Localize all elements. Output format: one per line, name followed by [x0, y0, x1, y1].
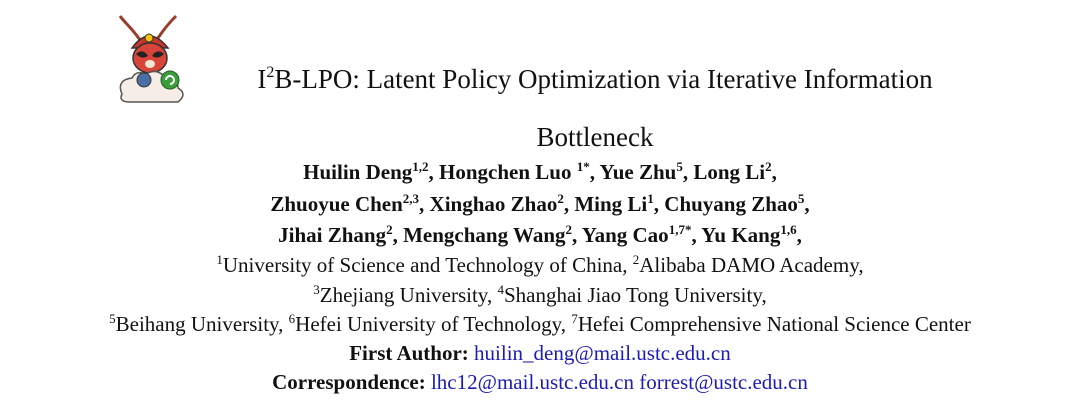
title-prefix: I — [257, 64, 267, 94]
first-author-label: First Author: — [349, 341, 469, 365]
title-line-1 — [200, 50, 990, 108]
author: Ming Li$^1$, — [574, 191, 665, 216]
correspondence-email-links[interactable]: lhc12@mail.ustc.edu.cn forrest@ustc.edu.cn — [430, 370, 808, 394]
title-superscript: 2 — [266, 64, 275, 81]
opera-mask-mascot-icon — [112, 14, 194, 106]
correspondence-line — [0, 368, 1080, 396]
affiliation: Hefei University of Technology, — [295, 312, 572, 336]
author: Yu Kang$^{1,6}$, — [701, 222, 802, 247]
author: Long Li$^2$, — [693, 159, 777, 184]
affiliation: Alibaba DAMO Academy, — [639, 253, 864, 277]
affiliation: Hefei Comprehensive National Science Center — [577, 312, 971, 336]
affiliation: Beihang University, — [115, 312, 289, 336]
first-author-email-link[interactable]: huilin_deng@mail.ustc.edu.cn — [474, 341, 731, 365]
author: Huilin Deng$^{1,2}$, — [303, 159, 440, 184]
author-line-3 — [0, 221, 1080, 249]
affiliation: Zhejiang University, — [319, 283, 498, 307]
paper-title — [200, 50, 990, 166]
affiliation: Shanghai Jiao Tong University, — [503, 283, 767, 307]
author: Xinghao Zhao$^2$, — [429, 191, 575, 216]
title-line1-rest: B-LPO: Latent Policy Optimization via Iterative Information — [274, 64, 933, 94]
affiliation-line-1: $^1$University of Science and Technology of China, $^2$Alibaba DAMO Academy, — [216, 252, 864, 277]
author-line-1 — [0, 158, 1080, 186]
author: Yue Zhu$^5$, — [599, 159, 694, 184]
affiliation: University of Science and Technology of China, — [222, 253, 633, 277]
author: Chuyang Zhao$^5$, — [664, 191, 810, 216]
author: Hongchen Luo $^{1*}$, — [439, 159, 600, 184]
affiliation-line-3: $^5$Beihang University, $^6$Hefei University of Technology, $^7$Hefei Comprehensive National Science Center — [109, 311, 971, 336]
author: Zhuoyue Chen$^{2,3}$, — [270, 191, 430, 216]
author: Jihai Zhang$^2$, — [278, 222, 404, 247]
first-author-line — [0, 339, 1080, 367]
author: Mengchang Wang$^2$, — [403, 222, 582, 247]
correspondence-label: Correspondence: — [272, 370, 426, 394]
author: Yang Cao$^{1,7*}$, — [581, 222, 702, 247]
author-line-2 — [0, 190, 1080, 218]
title-line-2: Bottleneck — [536, 122, 654, 152]
affiliation-line-2: $^3$Zhejiang University, $^4$Shanghai Jiao Tong University, — [313, 282, 767, 307]
